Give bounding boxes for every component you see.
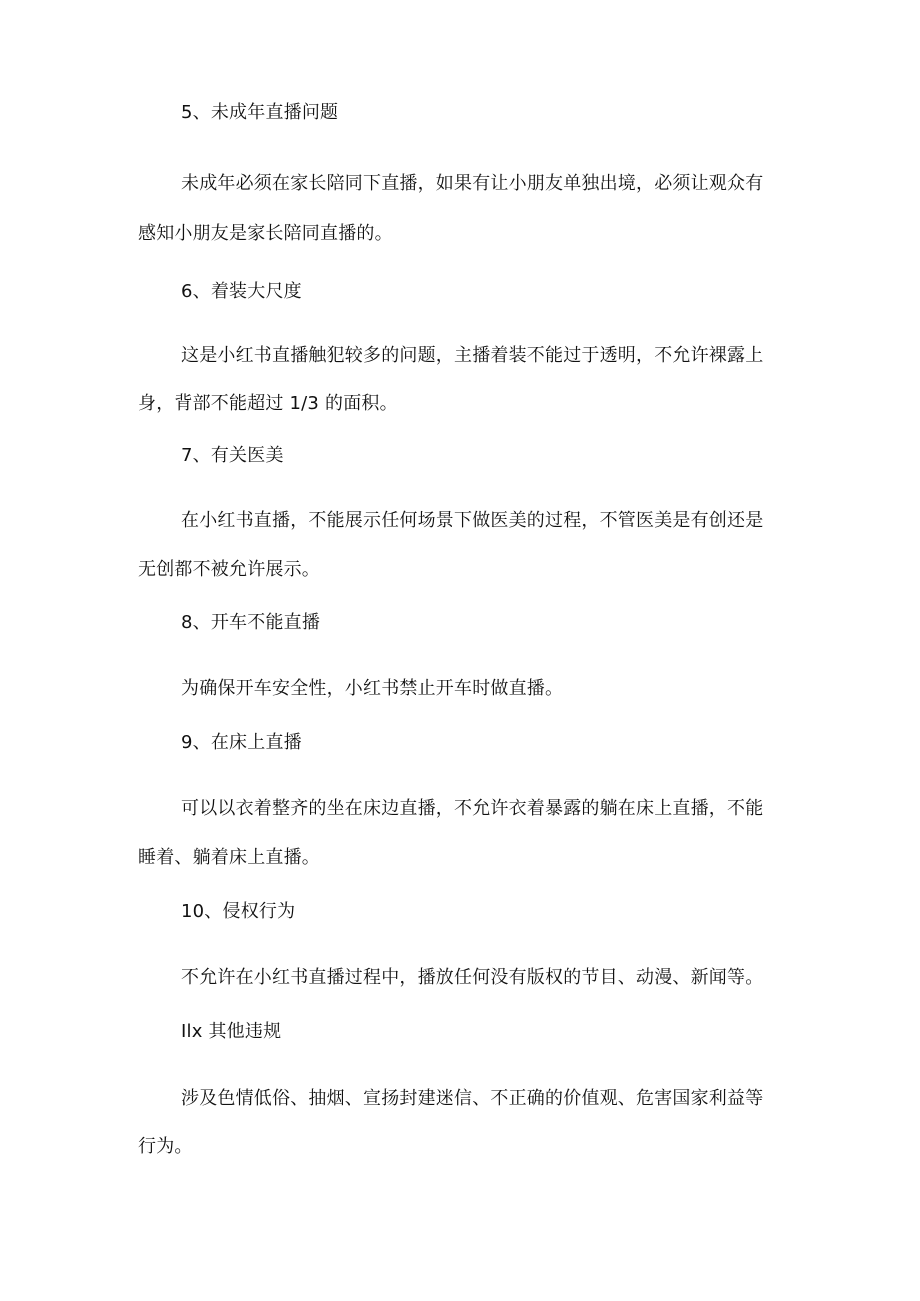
section-heading-10: 10、侵权行为	[181, 901, 296, 922]
section-heading-6: 6、着装大尺度	[181, 281, 302, 302]
section-heading-5: 5、未成年直播问题	[181, 102, 339, 123]
paragraph-6-line-2: 身，背部不能超过 1/3 的面积。	[138, 393, 398, 414]
paragraph-10-line-1: 不允许在小红书直播过程中，播放任何没有版权的节目、动漫、新闻等。	[181, 967, 764, 988]
paragraph-5-line-2: 感知小朋友是家长陪同直播的。	[138, 223, 393, 244]
paragraph-9-line-2: 睡着、躺着床上直播。	[138, 847, 320, 868]
paragraph-11-line-1: 涉及色情低俗、抽烟、宣扬封建迷信、不正确的价值观、危害国家利益等	[181, 1088, 764, 1109]
paragraph-11-line-2: 行为。	[138, 1136, 193, 1157]
paragraph-5-line-1: 未成年必须在家长陪同下直播，如果有让小朋友单独出境，必须让观众有	[181, 173, 764, 194]
paragraph-9-line-1: 可以以衣着整齐的坐在床边直播，不允许衣着暴露的躺在床上直播，不能	[181, 798, 764, 819]
paragraph-6-line-1: 这是小红书直播触犯较多的问题，主播着装不能过于透明，不允许裸露上	[181, 345, 764, 366]
section-heading-9: 9、在床上直播	[181, 732, 302, 753]
paragraph-7-line-1: 在小红书直播，不能展示任何场景下做医美的过程，不管医美是有创还是	[181, 510, 764, 531]
paragraph-7-line-2: 无创都不被允许展示。	[138, 559, 320, 580]
paragraph-8-line-1: 为确保开车安全性，小红书禁止开车时做直播。	[181, 678, 564, 699]
section-heading-11: Ilx 其他违规	[181, 1021, 282, 1042]
section-heading-7: 7、有关医美	[181, 445, 284, 466]
section-heading-8: 8、开车不能直播	[181, 612, 321, 633]
